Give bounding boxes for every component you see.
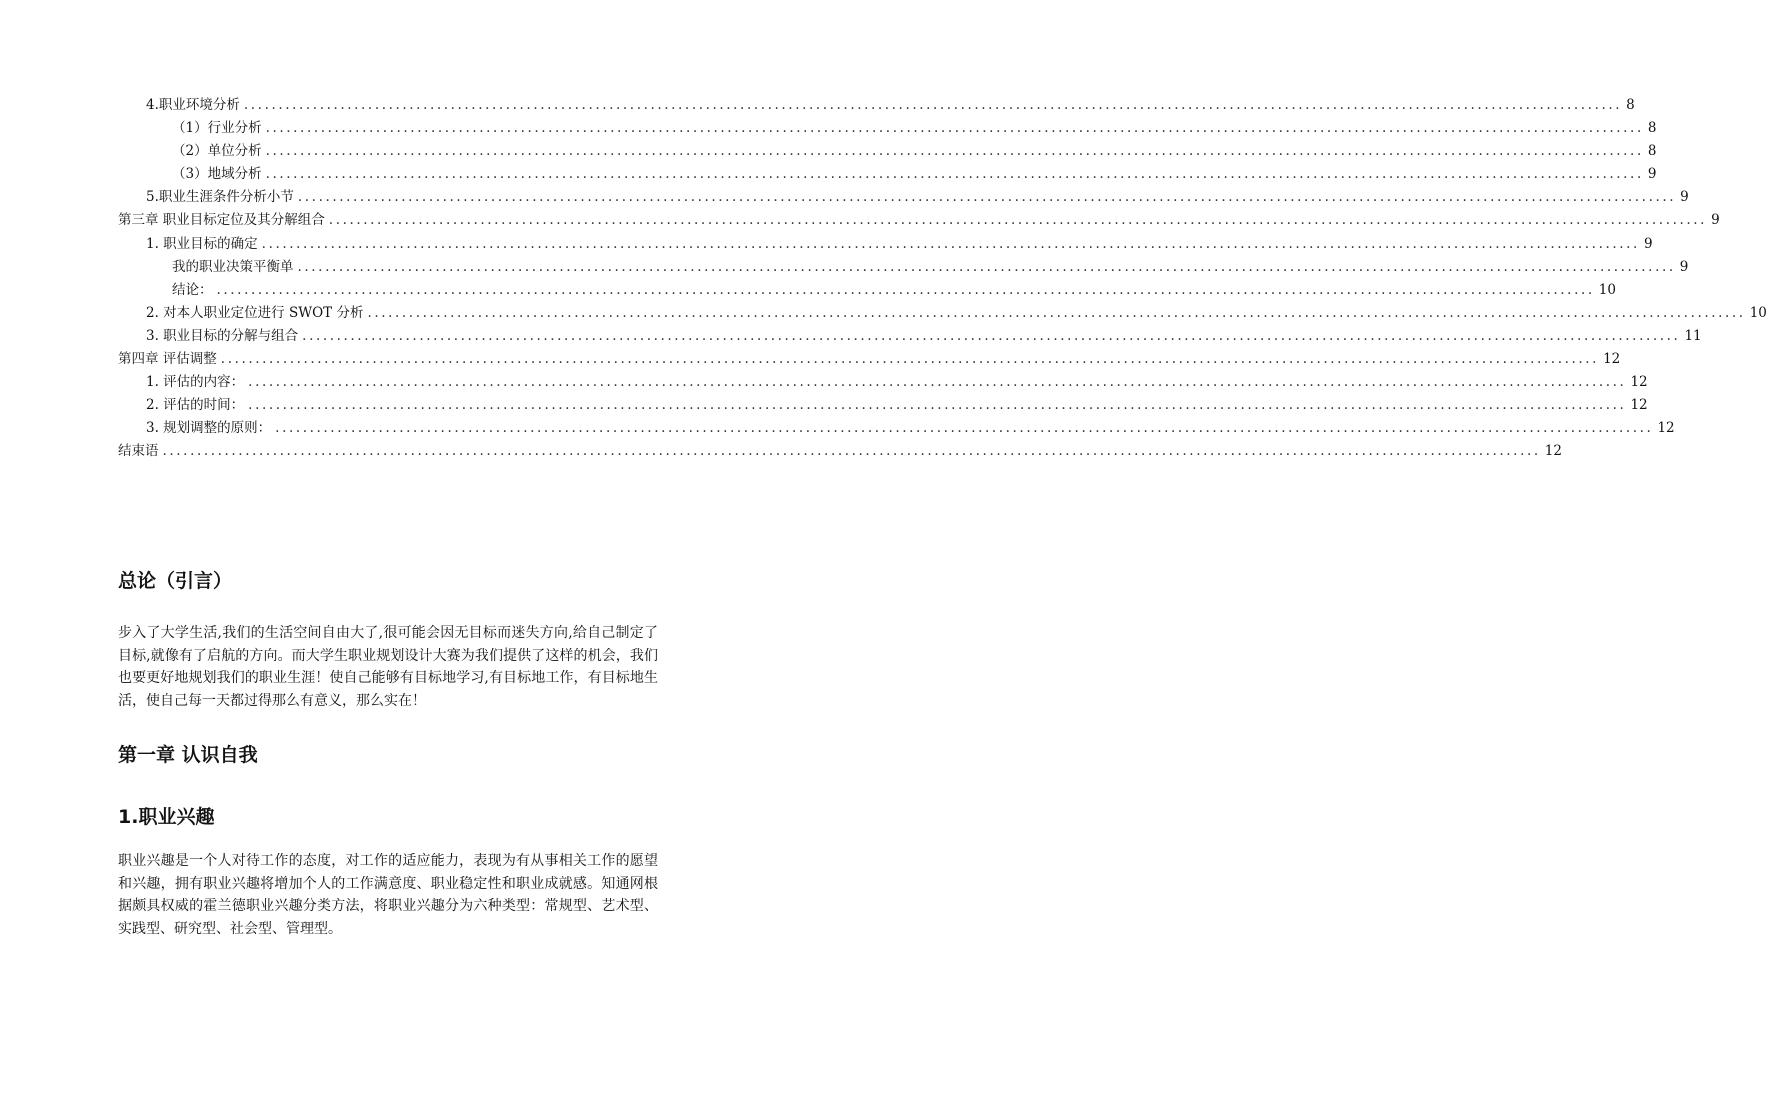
toc-entry[interactable] (118, 163, 1657, 186)
toc-dot-leader: ........................................................................................................................................................................................................ (265, 143, 1644, 160)
toc-entry[interactable] (118, 186, 1689, 209)
toc-entry-label: 5.职业生涯条件分析小节 (146, 189, 294, 206)
toc-entry[interactable] (118, 348, 1621, 371)
intro-heading: 总论（引言） (118, 570, 233, 592)
toc-dot-leader: ........................................................................................................................................................................................................ (367, 304, 1746, 321)
toc-entry[interactable] (118, 233, 1653, 256)
toc-entry-label: （1）行业分析 (172, 120, 262, 137)
toc-entry-page-number: 9 (1711, 212, 1720, 229)
toc-entry[interactable] (118, 256, 1689, 279)
toc-dot-leader: ........................................................................................................................................................................................................ (162, 443, 1541, 460)
toc-dot-leader: ........................................................................................................................................................................................................ (261, 235, 1640, 252)
toc-entry-page-number: 8 (1647, 120, 1657, 137)
toc-entry-page-number: 8 (1626, 97, 1635, 113)
section-career-interest-heading: 1.职业兴趣 (118, 806, 215, 828)
toc-entry-label: 结论： (172, 281, 213, 298)
toc-entry-label: （2）单位分析 (172, 143, 262, 160)
intro-paragraph: 步入了大学生活,我们的生活空间自由大了,很可能会因无目标而迷失方向,给自己制定了目标,就像有了启航的方向。而大学生职业规划设计大赛为我们提供了这样的机会，我们也要更好地规划我们的职业生涯！使自己能够有目标地学习,有目标地工作，有目标地生活，使自己每一天都过得那么有意义，那么实在！ (118, 625, 658, 709)
toc-dot-leader: ........................................................................................................................................................................................................ (297, 258, 1676, 275)
toc-entry[interactable] (118, 209, 1720, 232)
toc-entry-page-number: 8 (1647, 143, 1657, 160)
toc-entry[interactable] (118, 302, 1767, 325)
toc-entry-page-number: 9 (1647, 166, 1657, 183)
toc-entry-label: （3）地域分析 (172, 166, 262, 183)
toc-entry-page-number: 12 (1603, 351, 1621, 368)
toc-entry[interactable] (118, 440, 1562, 463)
toc-entry-page-number: 9 (1679, 258, 1689, 275)
toc-dot-leader: ........................................................................................................................................................................................................ (302, 327, 1681, 344)
toc-entry-label: 2. 评估的时间： (146, 397, 245, 414)
toc-dot-leader: ........................................................................................................................................................................................................ (248, 397, 1627, 414)
toc-entry-label: 1. 评估的内容： (146, 374, 245, 391)
toc-dot-leader: ........................................................................................................................................................................................................ (297, 189, 1677, 206)
toc-entry-label: 第三章 职业目标定位及其分解组合 (118, 212, 325, 229)
toc-entry-label: 我的职业决策平衡单 (172, 258, 294, 275)
toc-entry-label: 结束语 (118, 443, 159, 460)
toc-entry-label: 4.职业环境分析 (146, 97, 240, 113)
toc-dot-leader: ........................................................................................................................................................................................................ (265, 166, 1644, 183)
toc-entry[interactable] (118, 279, 1616, 302)
section-career-interest-paragraph: 职业兴趣是一个人对待工作的态度，对工作的适应能力，表现为有从事相关工作的愿望和兴趣，拥有职业兴趣将增加个人的工作满意度、职业稳定性和职业成就感。知通网根据颇具权威的霍兰德职业兴趣分类方法，将职业兴趣分为六种类型：常规型、艺术型、实践型、研究型、社会型、管理型。 (118, 853, 658, 937)
toc-entry[interactable] (118, 394, 1648, 417)
toc-entry-label: 2. 对本人职业定位进行 SWOT 分析 (146, 304, 364, 321)
toc-entry-page-number: 12 (1544, 443, 1562, 460)
toc-entry-page-number: 9 (1680, 189, 1689, 206)
toc-entry-label: 1. 职业目标的确定 (146, 235, 258, 252)
toc-entry-page-number: 9 (1643, 235, 1653, 252)
toc-entry[interactable] (118, 325, 1702, 348)
toc-dot-leader: ........................................................................................................................................................................................................ (328, 212, 1708, 229)
toc-entry-page-number: 12 (1630, 374, 1648, 391)
toc-entry-label: 3. 职业目标的分解与组合 (146, 327, 299, 344)
toc-entry[interactable] (118, 140, 1657, 163)
toc-dot-leader: ........................................................................................................................................................................................................ (243, 97, 1623, 113)
toc-entry-page-number: 10 (1749, 304, 1767, 321)
chapter-1-heading: 第一章 认识自我 (118, 744, 258, 766)
toc-entry-page-number: 10 (1598, 281, 1616, 298)
toc-dot-leader: ........................................................................................................................................................................................................ (248, 374, 1627, 391)
toc-dot-leader: ........................................................................................................................................................................................................ (216, 281, 1595, 298)
toc-entry-page-number: 11 (1684, 327, 1702, 344)
toc-dot-leader: ........................................................................................................................................................................................................ (275, 420, 1654, 437)
toc-entry[interactable] (118, 94, 1635, 117)
toc-entry[interactable] (118, 117, 1657, 140)
table-of-contents (118, 94, 1767, 464)
toc-entry-label: 3. 规划调整的原则： (146, 420, 272, 437)
toc-entry-page-number: 12 (1630, 397, 1648, 414)
toc-entry-label: 第四章 评估调整 (118, 351, 217, 368)
toc-entry[interactable] (118, 417, 1675, 440)
toc-entry[interactable] (118, 371, 1648, 394)
toc-dot-leader: ........................................................................................................................................................................................................ (265, 120, 1644, 137)
toc-entry-page-number: 12 (1657, 420, 1675, 437)
toc-dot-leader: ........................................................................................................................................................................................................ (220, 351, 1600, 368)
